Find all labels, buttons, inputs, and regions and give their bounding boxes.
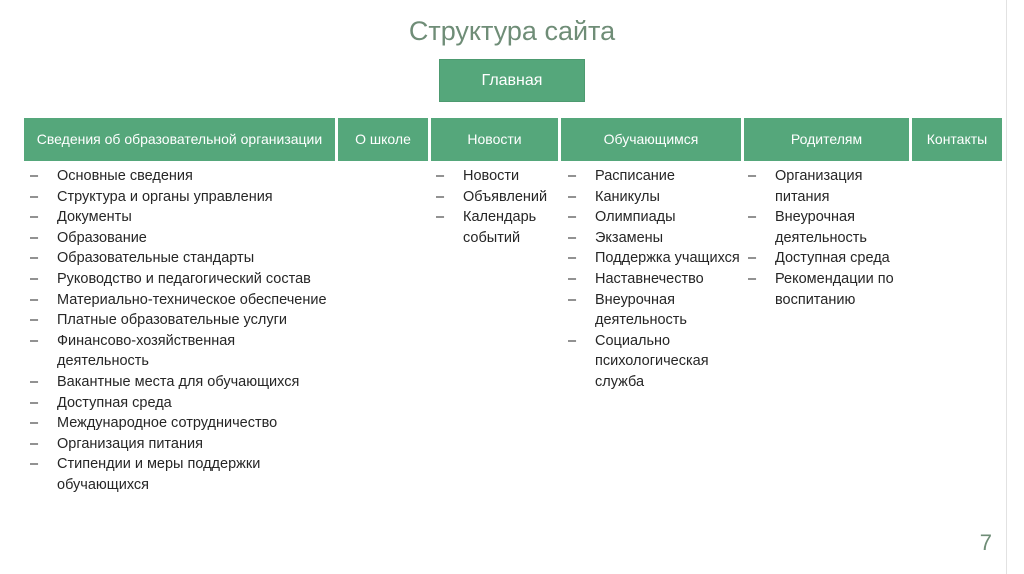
list-item-text: Внеурочная деятельность: [775, 209, 867, 246]
list-item: [30, 434, 330, 455]
dash-bullet-icon: –: [568, 188, 577, 205]
list-item: [568, 187, 743, 208]
list-item: [568, 290, 743, 331]
list-parents: [748, 166, 908, 310]
list-item: [30, 331, 330, 372]
list-item-text: Образовательные стандарты: [57, 250, 255, 267]
list-item: [568, 331, 743, 393]
list-item-text: Доступная среда: [57, 394, 172, 411]
home-node: [439, 59, 585, 102]
list-item-text: Рекомендации по воспитанию: [775, 270, 894, 308]
dash-bullet-icon: –: [568, 250, 577, 267]
list-item: [568, 248, 743, 269]
dash-bullet-icon: –: [568, 291, 577, 308]
list-item-text: Олимпиады: [595, 209, 676, 226]
list-item-text: Структура и органы управления: [57, 188, 273, 205]
dash-bullet-icon: –: [30, 394, 39, 411]
list-item: [748, 207, 908, 248]
list-item-text: Материально-техническое обеспечение: [57, 291, 327, 308]
list-item: [30, 372, 330, 393]
dash-bullet-icon: –: [30, 312, 39, 329]
dash-bullet-icon: –: [748, 209, 757, 226]
dash-bullet-icon: –: [30, 209, 39, 226]
dash-bullet-icon: –: [30, 188, 39, 205]
dash-bullet-icon: –: [436, 168, 445, 184]
list-item: [748, 269, 908, 310]
dash-bullet-icon: –: [30, 291, 39, 308]
dash-bullet-icon: –: [30, 229, 39, 246]
divider: [1006, 0, 1007, 574]
list-news: [436, 166, 561, 248]
list-item-text: Календарь событий: [463, 209, 537, 246]
list-item: [30, 187, 330, 208]
list-item: [30, 207, 330, 228]
dash-bullet-icon: –: [30, 270, 39, 287]
header-node-organization: [24, 118, 335, 161]
list-item-text: Руководство и педагогический состав: [57, 270, 311, 287]
list-item-text: Организация питания: [57, 435, 203, 452]
dash-bullet-icon: –: [568, 270, 577, 287]
list-students: [568, 166, 743, 393]
list-item-text: Основные сведения: [57, 168, 193, 184]
header-node-students: [561, 118, 741, 161]
dash-bullet-icon: –: [30, 456, 39, 473]
dash-bullet-icon: –: [30, 250, 39, 267]
list-item-text: Поддержка учащихся: [595, 250, 740, 267]
list-item-text: Расписание: [595, 168, 675, 184]
list-item: [568, 207, 743, 228]
list-item: [436, 166, 561, 187]
dash-bullet-icon: –: [568, 332, 577, 349]
list-item-text: Экзамены: [595, 229, 664, 246]
header-node-news: [431, 118, 558, 161]
list-item: [30, 413, 330, 434]
home-node-label: Главная: [481, 71, 543, 89]
dash-bullet-icon: –: [436, 209, 445, 226]
list-item-text: Организация питания: [775, 168, 863, 205]
list-organization: [30, 166, 330, 496]
list-item: [30, 166, 330, 187]
dash-bullet-icon: –: [436, 188, 445, 205]
list-item-text: Социально психологическая служба: [595, 332, 709, 390]
header-node-parents: [744, 118, 909, 161]
list-item-text: Финансово-хозяйственная деятельность: [57, 332, 236, 370]
header-node-label: Новости: [467, 131, 522, 147]
list-item: [568, 269, 743, 290]
list-item-text: Стипендии и меры поддержки обучающихся: [57, 456, 261, 493]
dash-bullet-icon: –: [30, 415, 39, 432]
list-item-text: Вакантные места для обучающихся: [57, 373, 300, 390]
slide-number: 7: [979, 530, 992, 555]
list-item-text: Наставнечество: [595, 270, 704, 287]
header-node-label: Контакты: [926, 131, 988, 147]
header-node-label: Сведения об образовательной организации: [36, 131, 323, 147]
list-item: [30, 290, 330, 311]
header-node-label: О школе: [355, 131, 411, 147]
dash-bullet-icon: –: [748, 270, 757, 287]
list-item-text: Объявлений: [463, 188, 548, 205]
list-item-text: Платные образовательные услуги: [57, 312, 287, 329]
slide-title: Структура сайта: [408, 16, 616, 46]
list-item: [30, 310, 330, 331]
list-item-text: Доступная среда: [775, 250, 890, 267]
dash-bullet-icon: –: [30, 373, 39, 390]
dash-bullet-icon: –: [30, 168, 39, 184]
list-item-text: Международное сотрудничество: [57, 415, 278, 432]
list-item-text: Образование: [57, 229, 147, 246]
list-item: [30, 269, 330, 290]
list-item-text: Внеурочная деятельность: [595, 291, 687, 329]
list-item: [748, 248, 908, 269]
list-item: [436, 187, 561, 208]
header-node-contacts: [912, 118, 1002, 161]
list-item: [436, 207, 561, 248]
list-item: [748, 166, 908, 207]
list-item-text: Документы: [57, 209, 132, 226]
dash-bullet-icon: –: [748, 250, 757, 267]
dash-bullet-icon: –: [568, 229, 577, 246]
list-item: [568, 166, 743, 187]
list-item-text: Новости: [463, 168, 520, 184]
list-item-text: Каникулы: [595, 188, 660, 205]
header-node-about-school: [338, 118, 428, 161]
dash-bullet-icon: –: [30, 332, 39, 349]
dash-bullet-icon: –: [748, 168, 757, 184]
dash-bullet-icon: –: [568, 168, 577, 184]
dash-bullet-icon: –: [568, 209, 577, 226]
dash-bullet-icon: –: [30, 435, 39, 452]
list-item: [30, 248, 330, 269]
list-item: [30, 393, 330, 414]
list-item: [568, 228, 743, 249]
header-node-label: Родителям: [790, 131, 863, 147]
header-node-label: Обучающимся: [603, 131, 699, 147]
list-item: [30, 228, 330, 249]
list-item: [30, 454, 330, 495]
